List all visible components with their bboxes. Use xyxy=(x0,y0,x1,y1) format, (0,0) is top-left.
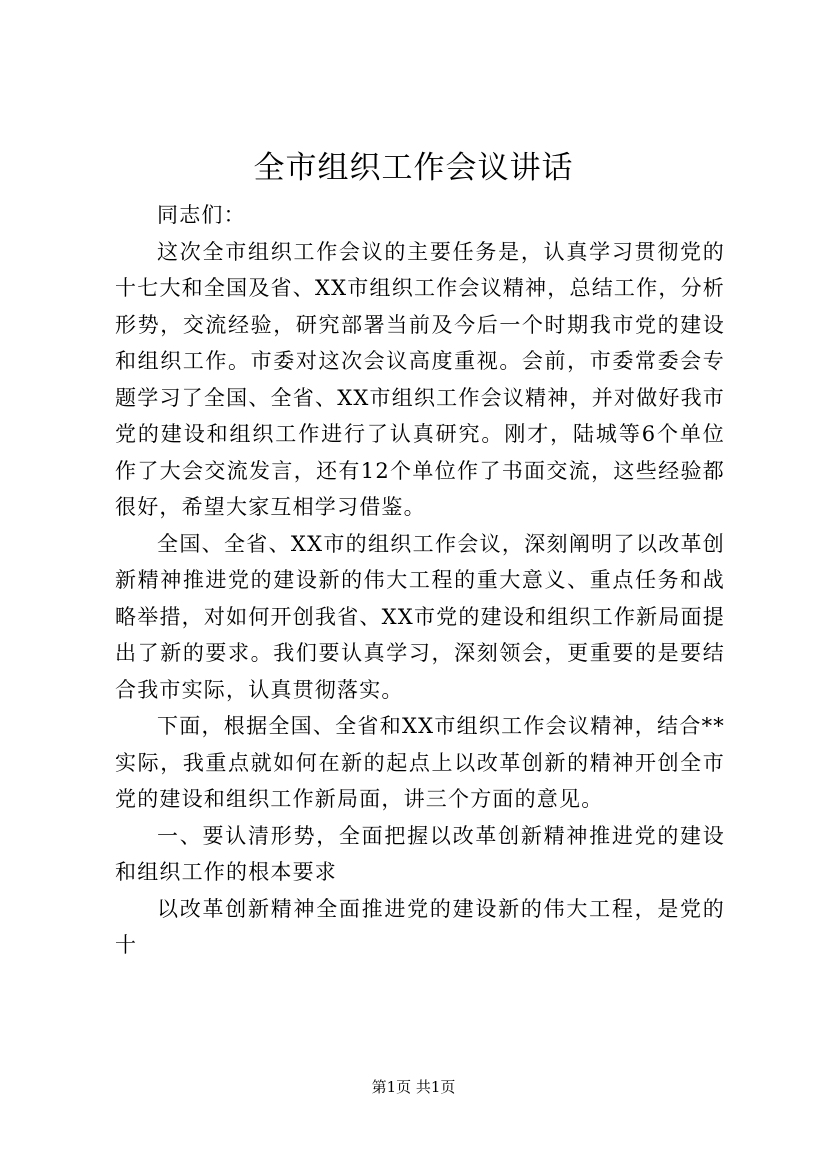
paragraph-1: 这次全市组织工作会议的主要任务是，认真学习贯彻党的十七大和全国及省、XX市组织工作会议精神，总结工作，分析形势，交流经验，研究部署当前及今后一个时期我市党的建设和组织工作。市委对这次会议高度重视。会前，市委常委会专题学习了全国、全省、XX市组织工作会议精神，并对做好我市党的建设和组织工作进行了认真研究。刚才，陆城等6个单位作了大会交流发言，还有12个单位作了书面交流，这些经验都很好，希望大家互相学习借鉴。 xyxy=(115,239,725,519)
page-footer: 第1页 共1页 xyxy=(371,1078,456,1096)
salutation: 同志们： xyxy=(157,203,246,227)
paragraph-3: 下面，根据全国、全省和XX市组织工作会议精神，结合**实际，我重点就如何在新的起点上以改革创新的精神开创全市党的建设和组织工作新局面，讲三个方面的意见。 xyxy=(115,714,725,811)
paragraph-4: 以改革创新精神全面推进党的建设新的伟大工程，是党的十 xyxy=(115,896,725,957)
paragraph-2: 全国、全省、XX市的组织工作会议，深刻阐明了以改革创新精神推进党的建设新的伟大工程的重大意义、重点任务和战略举措，对如何开创我省、XX市党的建设和组织工作新局面提出了新的要求。我们要认真学习，深刻领会，更重要的是要结合我市实际，认真贯彻落实。 xyxy=(115,531,725,702)
document-body xyxy=(115,197,725,964)
document-title: 全市组织工作会议讲话 xyxy=(253,150,574,186)
section-heading-1: 一、要认清形势，全面把握以改革创新精神推进党的建设和组织工作的根本要求 xyxy=(115,823,725,884)
